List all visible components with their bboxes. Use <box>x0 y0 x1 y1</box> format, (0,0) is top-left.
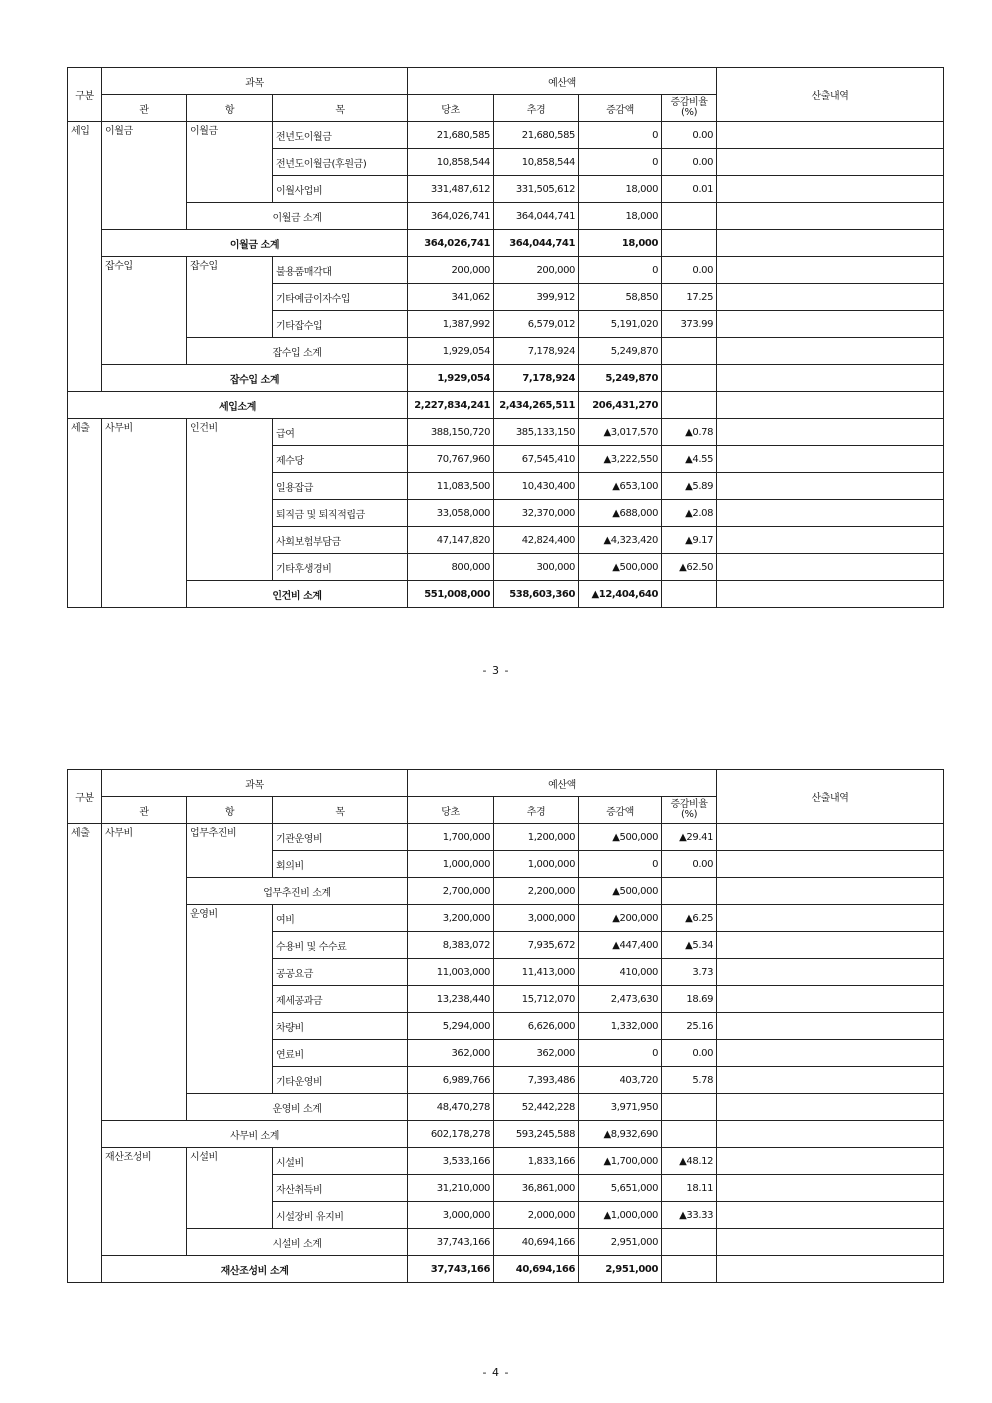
calc-cell <box>717 878 944 905</box>
rate-cell: ▲29.41 <box>662 824 717 851</box>
chugyeong-cell: 21,680,585 <box>494 122 579 149</box>
diff-cell: ▲500,000 <box>579 824 662 851</box>
diff-cell: 2,473,630 <box>579 986 662 1013</box>
chugyeong-cell: 10,858,544 <box>494 149 579 176</box>
mok-cell: 수용비 및 수수료 <box>273 932 408 959</box>
diff-cell: 0 <box>579 851 662 878</box>
header-budget: 예산액 <box>408 68 717 95</box>
subtotal-row <box>68 230 944 257</box>
rate-cell <box>662 1229 717 1256</box>
calc-cell <box>717 338 944 365</box>
mok-cell: 시설비 <box>273 1148 408 1175</box>
dangcho-cell: 31,210,000 <box>408 1175 494 1202</box>
chugyeong-cell: 42,824,400 <box>494 527 579 554</box>
header-gwamok: 과목 <box>102 770 408 797</box>
chugyeong-cell: 15,712,070 <box>494 986 579 1013</box>
hang-cell: 운영비 <box>187 905 273 1094</box>
header-diff: 증감액 <box>579 95 662 122</box>
total-row <box>68 392 944 419</box>
dangcho-cell: 13,238,440 <box>408 986 494 1013</box>
rate-cell <box>662 392 717 419</box>
diff-cell: 2,951,000 <box>579 1256 662 1283</box>
diff-cell: 5,249,870 <box>579 365 662 392</box>
diff-cell: 0 <box>579 149 662 176</box>
diff-cell: ▲3,017,570 <box>579 419 662 446</box>
mok-cell: 제수당 <box>273 446 408 473</box>
hang-cell: 인건비 <box>187 419 273 581</box>
mok-cell: 퇴직금 및 퇴직적립금 <box>273 500 408 527</box>
dangcho-cell: 2,700,000 <box>408 878 494 905</box>
mok-cell: 시설장비 유지비 <box>273 1202 408 1229</box>
chugyeong-cell: 2,200,000 <box>494 878 579 905</box>
chugyeong-cell: 2,000,000 <box>494 1202 579 1229</box>
chugyeong-cell: 3,000,000 <box>494 905 579 932</box>
rate-cell <box>662 338 717 365</box>
table-row <box>68 257 944 284</box>
chugyeong-cell: 331,505,612 <box>494 176 579 203</box>
dangcho-cell: 33,058,000 <box>408 500 494 527</box>
header-mok: 목 <box>273 95 408 122</box>
diff-cell: 5,249,870 <box>579 338 662 365</box>
gwan-cell: 사무비 <box>102 824 187 1121</box>
dangcho-cell: 3,533,166 <box>408 1148 494 1175</box>
chugyeong-cell: 538,603,360 <box>494 581 579 608</box>
dangcho-cell: 1,700,000 <box>408 824 494 851</box>
chugyeong-cell: 2,434,265,511 <box>494 392 579 419</box>
budget-table-1 <box>67 67 944 608</box>
calc-cell <box>717 1094 944 1121</box>
chugyeong-cell: 52,442,228 <box>494 1094 579 1121</box>
header-chugyeong: 추경 <box>494 797 579 824</box>
header-gubun: 구분 <box>68 770 102 824</box>
header-dangcho: 당초 <box>408 95 494 122</box>
dangcho-cell: 6,989,766 <box>408 1067 494 1094</box>
mok-cell: 이월사업비 <box>273 176 408 203</box>
dangcho-cell: 602,178,278 <box>408 1121 494 1148</box>
diff-cell: ▲1,000,000 <box>579 1202 662 1229</box>
mok-cell: 자산취득비 <box>273 1175 408 1202</box>
subtotal-label: 사무비 소계 <box>102 1121 408 1148</box>
diff-cell: 410,000 <box>579 959 662 986</box>
chugyeong-cell: 7,935,672 <box>494 932 579 959</box>
dangcho-cell: 1,929,054 <box>408 338 494 365</box>
header-mok: 목 <box>273 797 408 824</box>
diff-cell: 1,332,000 <box>579 1013 662 1040</box>
calc-cell <box>717 365 944 392</box>
calc-cell <box>717 149 944 176</box>
category-cell: 세입 <box>68 122 102 392</box>
rate-cell <box>662 203 717 230</box>
chugyeong-cell: 40,694,166 <box>494 1229 579 1256</box>
calc-cell <box>717 257 944 284</box>
mok-cell: 일용잡급 <box>273 473 408 500</box>
rate-cell <box>662 1256 717 1283</box>
rate-cell: ▲4.55 <box>662 446 717 473</box>
rate-cell: 17.25 <box>662 284 717 311</box>
chugyeong-cell: 385,133,150 <box>494 419 579 446</box>
diff-cell: ▲12,404,640 <box>579 581 662 608</box>
calc-cell <box>717 581 944 608</box>
mok-cell: 기관운영비 <box>273 824 408 851</box>
subtotal-row <box>68 1256 944 1283</box>
chugyeong-cell: 1,833,166 <box>494 1148 579 1175</box>
diff-cell: ▲3,222,550 <box>579 446 662 473</box>
chugyeong-cell: 399,912 <box>494 284 579 311</box>
calc-cell <box>717 500 944 527</box>
diff-cell: ▲688,000 <box>579 500 662 527</box>
rate-cell: 0.00 <box>662 1040 717 1067</box>
mok-cell: 기타운영비 <box>273 1067 408 1094</box>
rate-cell: ▲62.50 <box>662 554 717 581</box>
budget-table-2 <box>67 769 944 1283</box>
chugyeong-cell: 7,393,486 <box>494 1067 579 1094</box>
mok-cell: 제세공과금 <box>273 986 408 1013</box>
mok-cell: 회의비 <box>273 851 408 878</box>
mok-cell: 불용품매각대 <box>273 257 408 284</box>
rate-cell: ▲2.08 <box>662 500 717 527</box>
subtotal-label: 업무추진비 소계 <box>187 878 408 905</box>
subtotal-label: 이월금 소계 <box>187 203 408 230</box>
dangcho-cell: 10,858,544 <box>408 149 494 176</box>
header-dangcho: 당초 <box>408 797 494 824</box>
chugyeong-cell: 36,861,000 <box>494 1175 579 1202</box>
diff-cell: 0 <box>579 257 662 284</box>
diff-cell: 0 <box>579 1040 662 1067</box>
mok-cell: 연료비 <box>273 1040 408 1067</box>
rate-cell: 0.00 <box>662 851 717 878</box>
diff-cell: ▲500,000 <box>579 878 662 905</box>
gwan-cell: 사무비 <box>102 419 187 608</box>
calc-cell <box>717 527 944 554</box>
calc-cell <box>717 122 944 149</box>
table-row <box>68 905 944 932</box>
table-row <box>68 419 944 446</box>
calc-cell <box>717 1148 944 1175</box>
gwan-cell: 잡수입 <box>102 257 187 365</box>
dangcho-cell: 48,470,278 <box>408 1094 494 1121</box>
subtotal-label: 재산조성비 소계 <box>102 1256 408 1283</box>
diff-cell: ▲1,700,000 <box>579 1148 662 1175</box>
rate-cell: 373.99 <box>662 311 717 338</box>
header-diff: 증감액 <box>579 797 662 824</box>
dangcho-cell: 388,150,720 <box>408 419 494 446</box>
dangcho-cell: 800,000 <box>408 554 494 581</box>
dangcho-cell: 364,026,741 <box>408 230 494 257</box>
chugyeong-cell: 300,000 <box>494 554 579 581</box>
dangcho-cell: 1,387,992 <box>408 311 494 338</box>
subtotal-row <box>68 338 944 365</box>
header-gwan: 관 <box>102 797 187 824</box>
calc-cell <box>717 419 944 446</box>
header-budget: 예산액 <box>408 770 717 797</box>
mok-cell: 공공요금 <box>273 959 408 986</box>
mok-cell: 기타후생경비 <box>273 554 408 581</box>
diff-cell: 18,000 <box>579 230 662 257</box>
diff-cell: 2,951,000 <box>579 1229 662 1256</box>
rate-cell <box>662 581 717 608</box>
chugyeong-cell: 7,178,924 <box>494 338 579 365</box>
hang-cell: 잡수입 <box>187 257 273 338</box>
calc-cell <box>717 1040 944 1067</box>
diff-cell: 18,000 <box>579 176 662 203</box>
rate-cell: 0.00 <box>662 149 717 176</box>
calc-cell <box>717 446 944 473</box>
mok-cell: 전년도이월금(후원금) <box>273 149 408 176</box>
hang-cell: 업무추진비 <box>187 824 273 878</box>
rate-cell <box>662 1121 717 1148</box>
chugyeong-cell: 1,000,000 <box>494 851 579 878</box>
diff-cell: 3,971,950 <box>579 1094 662 1121</box>
mok-cell: 기타잡수입 <box>273 311 408 338</box>
chugyeong-cell: 364,044,741 <box>494 230 579 257</box>
dangcho-cell: 2,227,834,241 <box>408 392 494 419</box>
subtotal-label: 인건비 소계 <box>187 581 408 608</box>
dangcho-cell: 200,000 <box>408 257 494 284</box>
mok-cell: 기타예금이자수입 <box>273 284 408 311</box>
rate-cell: ▲33.33 <box>662 1202 717 1229</box>
calc-cell <box>717 932 944 959</box>
rate-cell: 18.69 <box>662 986 717 1013</box>
dangcho-cell: 8,383,072 <box>408 932 494 959</box>
header-gubun: 구분 <box>68 68 102 122</box>
subtotal-label: 이월금 소계 <box>102 230 408 257</box>
diff-cell: 58,850 <box>579 284 662 311</box>
calc-cell <box>717 986 944 1013</box>
rate-cell: 0.00 <box>662 122 717 149</box>
calc-cell <box>717 1121 944 1148</box>
chugyeong-cell: 32,370,000 <box>494 500 579 527</box>
dangcho-cell: 11,003,000 <box>408 959 494 986</box>
rate-cell: ▲6.25 <box>662 905 717 932</box>
chugyeong-cell: 362,000 <box>494 1040 579 1067</box>
chugyeong-cell: 364,044,741 <box>494 203 579 230</box>
dangcho-cell: 551,008,000 <box>408 581 494 608</box>
diff-cell: 0 <box>579 122 662 149</box>
calc-cell <box>717 311 944 338</box>
header-calc: 산출내역 <box>717 68 944 122</box>
header-hang: 항 <box>187 797 273 824</box>
diff-cell: ▲500,000 <box>579 554 662 581</box>
dangcho-cell: 47,147,820 <box>408 527 494 554</box>
rate-cell <box>662 365 717 392</box>
header-rate: 증감비율 (%) <box>662 797 717 824</box>
rate-cell: 25.16 <box>662 1013 717 1040</box>
calc-cell <box>717 1229 944 1256</box>
mok-cell: 여비 <box>273 905 408 932</box>
diff-cell: 5,191,020 <box>579 311 662 338</box>
chugyeong-cell: 40,694,166 <box>494 1256 579 1283</box>
calc-cell <box>717 1175 944 1202</box>
dangcho-cell: 331,487,612 <box>408 176 494 203</box>
diff-cell: 5,651,000 <box>579 1175 662 1202</box>
calc-cell <box>717 824 944 851</box>
subtotal-row <box>68 203 944 230</box>
header-chugyeong: 추경 <box>494 95 579 122</box>
rate-cell: 0.00 <box>662 257 717 284</box>
subtotal-label: 잡수입 소계 <box>102 365 408 392</box>
chugyeong-cell: 10,430,400 <box>494 473 579 500</box>
chugyeong-cell: 67,545,410 <box>494 446 579 473</box>
calc-cell <box>717 203 944 230</box>
chugyeong-cell: 1,200,000 <box>494 824 579 851</box>
page-number: - 3 - <box>482 664 510 677</box>
calc-cell <box>717 851 944 878</box>
dangcho-cell: 1,929,054 <box>408 365 494 392</box>
total-label: 세입소계 <box>68 392 408 419</box>
calc-cell <box>717 284 944 311</box>
chugyeong-cell: 6,579,012 <box>494 311 579 338</box>
dangcho-cell: 362,000 <box>408 1040 494 1067</box>
gwan-cell: 이월금 <box>102 122 187 230</box>
header-gwamok: 과목 <box>102 68 408 95</box>
page-number: - 4 - <box>482 1366 510 1379</box>
dangcho-cell: 11,083,500 <box>408 473 494 500</box>
subtotal-label: 시설비 소계 <box>187 1229 408 1256</box>
subtotal-row <box>68 1094 944 1121</box>
subtotal-row <box>68 581 944 608</box>
dangcho-cell: 3,200,000 <box>408 905 494 932</box>
calc-cell <box>717 176 944 203</box>
header-gwan: 관 <box>102 95 187 122</box>
rate-cell: ▲9.17 <box>662 527 717 554</box>
rate-cell: 18.11 <box>662 1175 717 1202</box>
dangcho-cell: 341,062 <box>408 284 494 311</box>
hang-cell: 이월금 <box>187 122 273 203</box>
subtotal-label: 운영비 소계 <box>187 1094 408 1121</box>
subtotal-row <box>68 365 944 392</box>
header-hang: 항 <box>187 95 273 122</box>
dangcho-cell: 37,743,166 <box>408 1229 494 1256</box>
rate-cell: ▲48.12 <box>662 1148 717 1175</box>
chugyeong-cell: 11,413,000 <box>494 959 579 986</box>
mok-cell: 차량비 <box>273 1013 408 1040</box>
rate-cell: 5.78 <box>662 1067 717 1094</box>
gwan-cell: 재산조성비 <box>102 1148 187 1256</box>
subtotal-row <box>68 1229 944 1256</box>
subtotal-row <box>68 878 944 905</box>
rate-cell <box>662 230 717 257</box>
dangcho-cell: 1,000,000 <box>408 851 494 878</box>
rate-cell: 0.01 <box>662 176 717 203</box>
rate-cell <box>662 878 717 905</box>
diff-cell: 403,720 <box>579 1067 662 1094</box>
mok-cell: 급여 <box>273 419 408 446</box>
rate-cell: ▲5.34 <box>662 932 717 959</box>
mok-cell: 사회보험부담금 <box>273 527 408 554</box>
subtotal-label: 잡수입 소계 <box>187 338 408 365</box>
diff-cell: ▲8,932,690 <box>579 1121 662 1148</box>
calc-cell <box>717 392 944 419</box>
diff-cell: ▲653,100 <box>579 473 662 500</box>
calc-cell <box>717 1202 944 1229</box>
calc-cell <box>717 959 944 986</box>
diff-cell: ▲4,323,420 <box>579 527 662 554</box>
rate-cell <box>662 1094 717 1121</box>
diff-cell: ▲447,400 <box>579 932 662 959</box>
dangcho-cell: 21,680,585 <box>408 122 494 149</box>
table-row <box>68 122 944 149</box>
calc-cell <box>717 905 944 932</box>
rate-cell: 3.73 <box>662 959 717 986</box>
dangcho-cell: 70,767,960 <box>408 446 494 473</box>
dangcho-cell: 5,294,000 <box>408 1013 494 1040</box>
diff-cell: 206,431,270 <box>579 392 662 419</box>
chugyeong-cell: 7,178,924 <box>494 365 579 392</box>
calc-cell <box>717 473 944 500</box>
chugyeong-cell: 6,626,000 <box>494 1013 579 1040</box>
calc-cell <box>717 554 944 581</box>
rate-cell: ▲0.78 <box>662 419 717 446</box>
header-calc: 산출내역 <box>717 770 944 824</box>
calc-cell <box>717 1067 944 1094</box>
chugyeong-cell: 200,000 <box>494 257 579 284</box>
dangcho-cell: 3,000,000 <box>408 1202 494 1229</box>
subtotal-row <box>68 1121 944 1148</box>
category-cell: 세출 <box>68 419 102 608</box>
header-rate: 증감비율 (%) <box>662 95 717 122</box>
calc-cell <box>717 230 944 257</box>
category-cell: 세출 <box>68 824 102 1283</box>
calc-cell <box>717 1256 944 1283</box>
diff-cell: ▲200,000 <box>579 905 662 932</box>
chugyeong-cell: 593,245,588 <box>494 1121 579 1148</box>
diff-cell: 18,000 <box>579 203 662 230</box>
mok-cell: 전년도이월금 <box>273 122 408 149</box>
calc-cell <box>717 1013 944 1040</box>
hang-cell: 시설비 <box>187 1148 273 1229</box>
dangcho-cell: 37,743,166 <box>408 1256 494 1283</box>
rate-cell: ▲5.89 <box>662 473 717 500</box>
dangcho-cell: 364,026,741 <box>408 203 494 230</box>
table-row <box>68 1148 944 1175</box>
table-row <box>68 824 944 851</box>
